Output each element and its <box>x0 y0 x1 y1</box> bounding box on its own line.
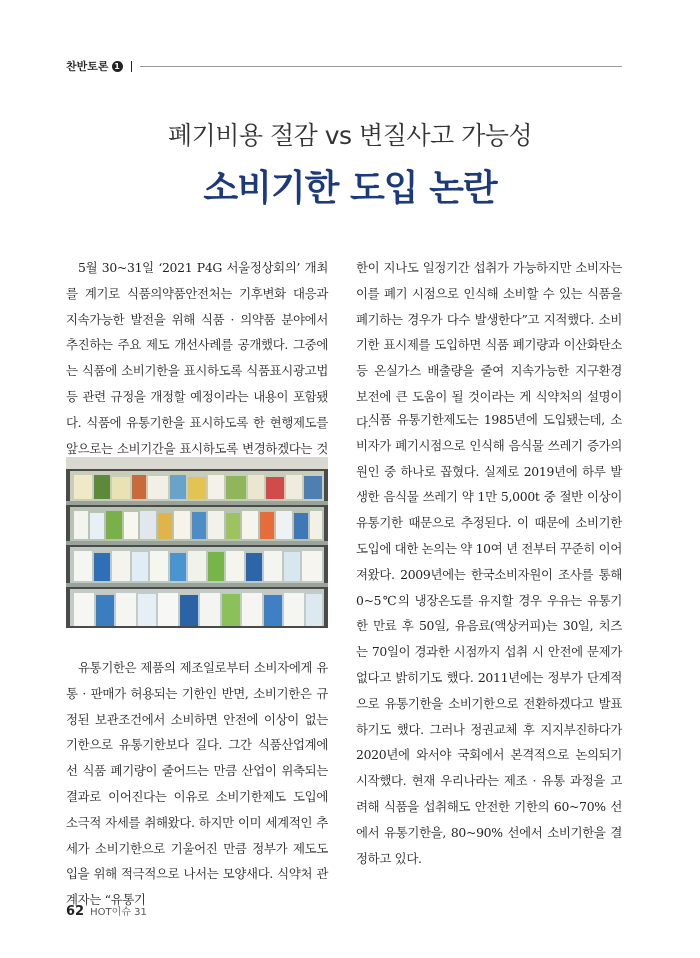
header-divider <box>131 61 132 72</box>
article-title: 소비기한 도입 논란 <box>203 168 497 209</box>
article-subtitle: 폐기비용 절감 vs 변질사고 가능성 <box>167 121 533 150</box>
supermarket-dairy-shelf-photo <box>66 457 328 628</box>
paragraph-history: 식품 유통기한제도는 1985년에 도입됐는데, 소비자가 폐기시점으로 인식해 음식물 쓰레기 증가의 원인 중 하나로 꼽혔다. 실제로 2019년에 하루 발생한 음식물 쓰레기 약 1만 5,000t 중 절반 이상이 유통기한 때문으로 추정된다. 이 때문에 소비기한 도입에 대한 논의는 약 10여 년 전부터 꾸준히 이어져왔다. 2009년에는 한국소비자원이 조사를 통해 0~5℃의 냉장온도를 유지할 경우 우유는 유통기한 만료 후 50일, 유음료(액상커피)는 30일, 치즈는 70일이 경과한 시점까지 섭취 시 안전에 문제가 없다고 밝히기도 했다. 2011년에는 정부가 단계적으로 유통기한을 소비기한으로 전환하겠다고 발표하기도 했다. 그러나 정권교체 후 지지부진하다가 2020년에 와서야 국회에서 본격적으로 논의되기 시작했다. 현재 우리나라는 제조 · 유통 과정을 고려해 식품을 섭취해도 안전한 기한의 60~70% 선에서 유통기한을, 80~90% 선에서 소비기한을 결정하고 있다. <box>356 412 622 866</box>
paragraph-intro: 5월 30~31일 ‘2021 P4G 서울정상회의’ 개최를 계기로 식품의약품안전처는 기후변화 대응과 지속가능한 발전을 위해 식품 · 의약품 분야에서 추진하는 주요 제도 개선사례를 공개했다. 그중에는 식품에 소비기한을 표시하도록 식품표시광고법 등 관련 규정을 개정할 예정이라는 내용이 포함됐다. 식품에 유통기한을 표시하도록 한 현행제도를 앞으로는 소비기간을 표시하도록 변경하겠다는 것 <box>66 260 328 456</box>
paragraph-definition: 유통기한은 제품의 제조일로부터 소비자에게 유통 · 판매가 허용되는 기한인 반면, 소비기한은 규정된 보관조건에서 소비하면 안전에 이상이 없는 기한으로 유통기한보다 길다. 그간 식품산업계에선 식품 폐기량이 줄어드는 만큼 산업이 위축되는 결과로 이어진다는 이유로 소비기한제도 도입에 소극적 자세를 취해왔다. 하지만 이미 세계적인 추세가 소비기한으로 기울어진 만큼 정부가 제도도입을 위해 적극적으로 나서는 모양새다. 식약처 관계자는 “유통기 <box>66 660 328 908</box>
section-header <box>66 58 622 74</box>
publication-name: HOT이슈 31 <box>90 907 147 918</box>
header-rule <box>140 66 622 67</box>
page-footer <box>66 903 147 919</box>
section-number-badge: 1 <box>112 61 123 72</box>
page-number: 62 <box>66 904 85 919</box>
section-label: 찬반토론 <box>66 60 109 73</box>
paragraph-quote-continued: 한이 지나도 일정기간 섭취가 가능하지만 소비자는 이를 폐기 시점으로 인식해 소비할 수 있는 식품을 폐기하는 경우가 다수 발생한다”고 지적했다. 소비기한 표시제를 도입하면 식품 폐기량과 이산화탄소 등 온실가스 배출량을 줄여 지속가능한 지구환경 보전에 큰 도움이 될 것이라는 게 식약처의 설명이다. <box>356 260 622 430</box>
